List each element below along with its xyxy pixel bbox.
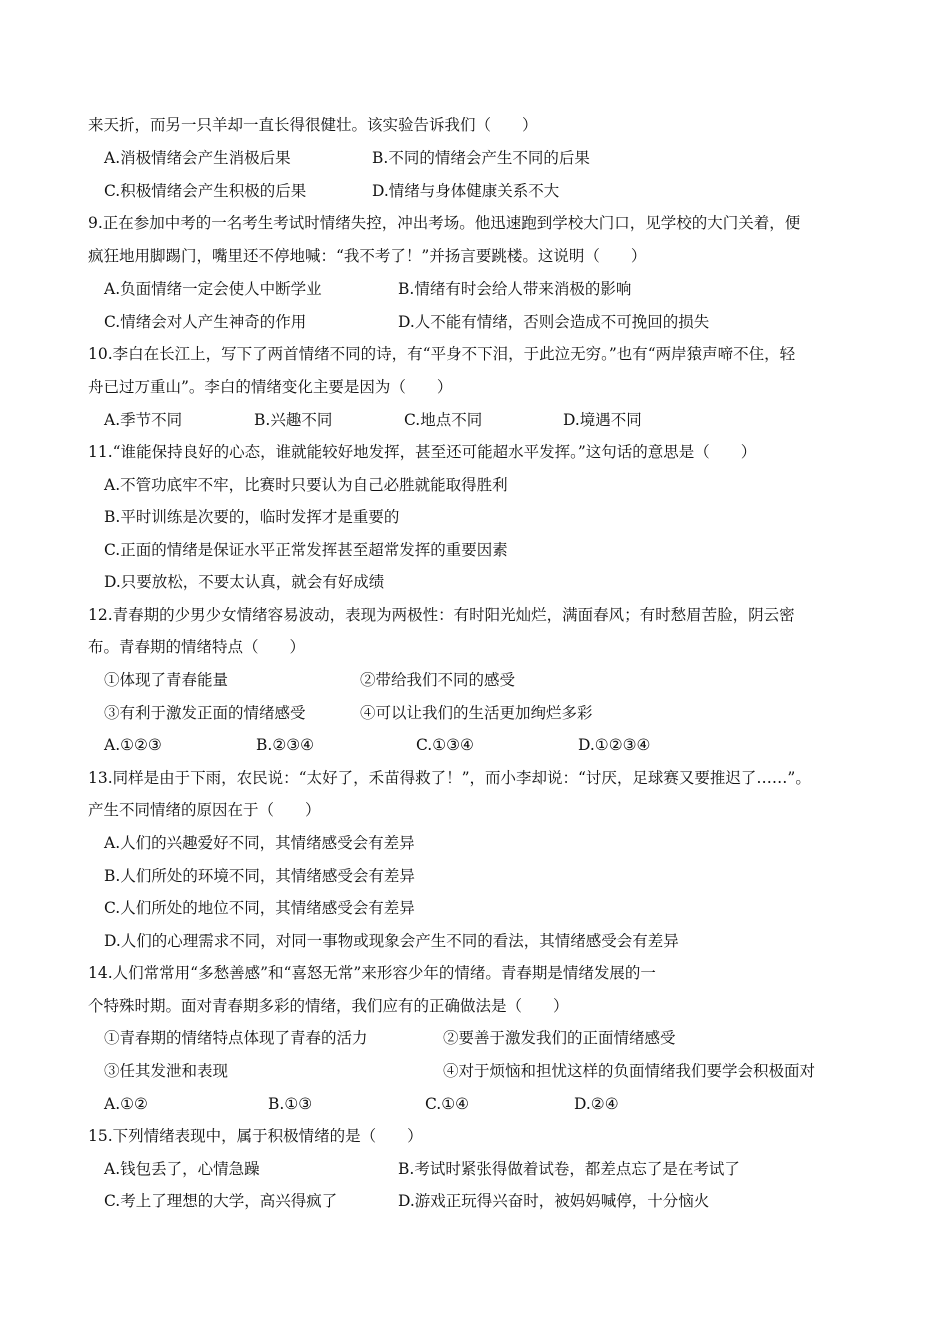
q12-stem-line2: 布。青春期的情绪特点（ ） — [88, 638, 306, 656]
q9-stem-line1: 9.正在参加中考的一名考生考试时情绪失控，冲出考场。他迅速跑到学校大门口，见学校的大门关着，便 — [88, 214, 801, 232]
q13-option-b: B.人们所处的环境不同，其情绪感受会有差异 — [104, 867, 415, 885]
q9-option-b: B.情绪有时会给人带来消极的影响 — [398, 280, 632, 298]
q9-option-d: D.人不能有情绪，否则会造成不可挽回的损失 — [398, 313, 710, 331]
q12-option-b: B.②③④ — [256, 736, 315, 754]
q11-stem: 11.“谁能保持良好的心态，谁就能较好地发挥，甚至还可能超水平发挥。”这句话的意思是（ ） — [88, 443, 757, 461]
q12-option-d: D.①②③④ — [578, 736, 651, 754]
q12-stem-line1: 12.青春期的少男少女情绪容易波动，表现为两极性：有时阳光灿烂，满面春风；有时愁眉苦脸，阴云密 — [88, 606, 795, 624]
q10-option-b: B.兴趣不同 — [254, 411, 333, 429]
q14-statement-1: ①青春期的情绪特点体现了青春的活力 — [104, 1029, 368, 1047]
q12-statement-2: ②带给我们不同的感受 — [360, 671, 516, 689]
q15-option-c: C.考上了理想的大学，高兴得疯了 — [104, 1192, 338, 1210]
q12-statement-1: ①体现了青春能量 — [104, 671, 229, 689]
q11-option-b: B.平时训练是次要的，临时发挥才是重要的 — [104, 508, 400, 526]
q15-option-a: A.钱包丢了，心情急躁 — [104, 1160, 260, 1178]
q14-option-c: C.①④ — [425, 1095, 470, 1113]
q10-option-c: C.地点不同 — [404, 411, 483, 429]
q13-option-d: D.人们的心理需求不同，对同一事物或现象会产生不同的看法，其情绪感受会有差异 — [104, 932, 679, 950]
q14-option-b: B.①③ — [268, 1095, 313, 1113]
q9-option-a: A.负面情绪一定会使人中断学业 — [104, 280, 322, 298]
q14-option-d: D.②④ — [574, 1095, 619, 1113]
q14-statement-2: ②要善于激发我们的正面情绪感受 — [443, 1029, 676, 1047]
q13-option-c: C.人们所处的地位不同，其情绪感受会有差异 — [104, 899, 415, 917]
q11-option-a: A.不管功底牢不牢，比赛时只要认为自己必胜就能取得胜利 — [104, 476, 508, 494]
q10-stem-line2: 舟已过万重山”。李白的情绪变化主要是因为（ ） — [88, 378, 453, 396]
q15-option-b: B.考试时紧张得做着试卷，都差点忘了是在考试了 — [398, 1160, 740, 1178]
q10-stem-line1: 10.李白在长江上，写下了两首情绪不同的诗，有“平身不下泪，于此泣无穷。”也有“两岸猿声啼不住，轻 — [88, 345, 796, 363]
q15-stem: 15.下列情绪表现中，属于积极情绪的是（ ） — [88, 1127, 423, 1145]
q14-stem-line2: 个特殊时期。面对青春期多彩的情绪，我们应有的正确做法是（ ） — [88, 997, 569, 1015]
q12-option-a: A.①②③ — [104, 736, 162, 754]
q13-option-a: A.人们的兴趣爱好不同，其情绪感受会有差异 — [104, 834, 415, 852]
q8-option-b: B.不同的情绪会产生不同的后果 — [372, 149, 590, 167]
q8-stem-continuation: 来天折，而另一只羊却一直长得很健壮。该实验告诉我们（ ） — [88, 116, 538, 134]
q13-stem-line1: 13.同样是由于下雨，农民说：“太好了，禾苗得救了！”，而小李却说：“讨厌，足球赛又要推迟了……”。 — [88, 769, 811, 787]
q14-statement-3: ③任其发泄和表现 — [104, 1062, 229, 1080]
q12-statement-4: ④可以让我们的生活更加绚烂多彩 — [360, 704, 593, 722]
q14-stem-line1: 14.人们常常用“多愁善感”和“喜怒无常”来形容少年的情绪。青春期是情绪发展的一 — [88, 964, 656, 982]
q9-option-c: C.情绪会对人产生神奇的作用 — [104, 313, 307, 331]
q8-option-a: A.消极情绪会产生消极后果 — [104, 149, 291, 167]
q10-option-d: D.境遇不同 — [563, 411, 642, 429]
q13-stem-line2: 产生不同情绪的原因在于（ ） — [88, 801, 321, 819]
q8-option-c: C.积极情绪会产生积极的后果 — [104, 182, 307, 200]
q14-statement-4: ④对于烦恼和担忧这样的负面情绪我们要学会积极面对 — [443, 1062, 816, 1080]
q15-option-d: D.游戏正玩得兴奋时，被妈妈喊停，十分恼火 — [398, 1192, 710, 1210]
q11-option-d: D.只要放松，不要太认真，就会有好成绩 — [104, 573, 385, 591]
q9-stem-line2: 疯狂地用脚踢门，嘴里还不停地喊：“我不考了！”并扬言要跳楼。这说明（ ） — [88, 247, 647, 265]
q8-option-d: D.情绪与身体健康关系不大 — [372, 182, 560, 200]
q12-option-c: C.①③④ — [416, 736, 474, 754]
q11-option-c: C.正面的情绪是保证水平正常发挥甚至超常发挥的重要因素 — [104, 541, 508, 559]
q12-statement-3: ③有利于激发正面的情绪感受 — [104, 704, 306, 722]
q10-option-a: A.季节不同 — [104, 411, 183, 429]
q14-option-a: A.①② — [104, 1095, 148, 1113]
